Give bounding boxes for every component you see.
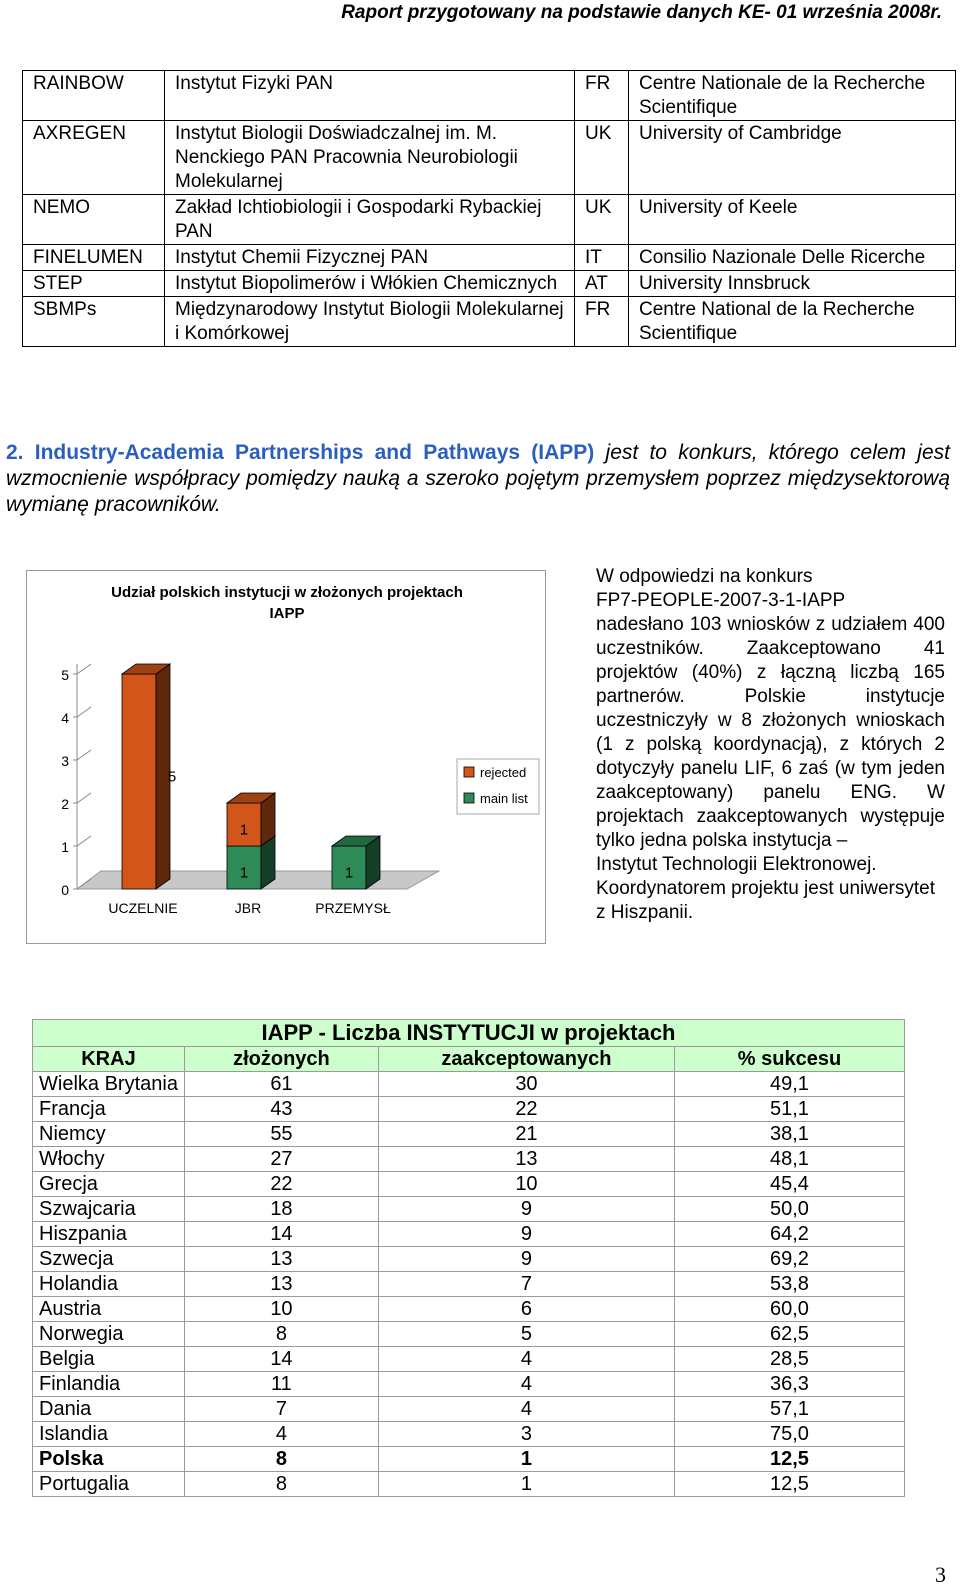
table-row — [33, 1472, 905, 1497]
coordinator-country: UK — [575, 121, 629, 195]
success-cell: 12,5 — [674, 1447, 904, 1472]
y-tick-label: 4 — [61, 710, 69, 726]
country-cell: Belgia — [33, 1347, 185, 1372]
project-row — [23, 195, 956, 245]
submitted-cell: 18 — [184, 1197, 378, 1222]
submitted-cell: 14 — [184, 1222, 378, 1247]
project-acronym: SBMPs — [23, 297, 165, 347]
success-cell: 69,2 — [674, 1247, 904, 1272]
success-cell: 57,1 — [674, 1397, 904, 1422]
iapp-institutions-table — [32, 1019, 905, 1497]
column-header-success: % sukcesu — [674, 1047, 904, 1072]
submitted-cell: 4 — [184, 1422, 378, 1447]
polish-institution: Międzynarodowy Instytut Biologii Molekularnej i Komórkowej — [165, 297, 575, 347]
y-gridline — [77, 793, 91, 803]
success-cell: 36,3 — [674, 1372, 904, 1397]
coordinator-country: FR — [575, 297, 629, 347]
submitted-cell: 22 — [184, 1172, 378, 1197]
page-number: 3 — [935, 1562, 946, 1587]
y-tick-label: 5 — [61, 667, 69, 683]
accepted-cell: 13 — [378, 1147, 674, 1172]
y-gridline — [77, 664, 91, 674]
submitted-cell: 11 — [184, 1372, 378, 1397]
country-cell: Portugalia — [33, 1472, 185, 1497]
data-label: 1 — [239, 821, 249, 839]
page-header: Raport przygotowany na podstawie danych KE- 01 września 2008r. — [341, 2, 942, 23]
y-tick-label: 0 — [61, 882, 69, 898]
project-acronym: STEP — [23, 271, 165, 297]
coordinator-country: FR — [575, 71, 629, 121]
country-cell: Holandia — [33, 1272, 185, 1297]
success-cell: 12,5 — [674, 1472, 904, 1497]
country-cell: Włochy — [33, 1147, 185, 1172]
success-cell: 49,1 — [674, 1072, 904, 1097]
table-row — [33, 1122, 905, 1147]
table-row — [33, 1172, 905, 1197]
table-row — [33, 1097, 905, 1122]
success-cell: 60,0 — [674, 1297, 904, 1322]
polish-institution: Instytut Fizyki PAN — [165, 71, 575, 121]
table-row — [33, 1297, 905, 1322]
accepted-cell: 7 — [378, 1272, 674, 1297]
accepted-cell: 22 — [378, 1097, 674, 1122]
project-acronym: NEMO — [23, 195, 165, 245]
legend-swatch — [464, 767, 474, 777]
table-title: IAPP - Liczba INSTYTUCJI w projektach — [33, 1020, 905, 1047]
column-header-country: KRAJ — [33, 1047, 185, 1072]
accepted-cell: 4 — [378, 1372, 674, 1397]
category-label: UCZELNIE — [108, 900, 178, 916]
success-cell: 53,8 — [674, 1272, 904, 1297]
submitted-cell: 8 — [184, 1472, 378, 1497]
polish-institution: Instytut Biopolimerów i Włókien Chemicznych — [165, 271, 575, 297]
accepted-cell: 10 — [378, 1172, 674, 1197]
country-cell: Francja — [33, 1097, 185, 1122]
polish-institution: Instytut Biologii Doświadczalnej im. M. Nenckiego PAN Pracownia Neurobiologii Molekularnej — [165, 121, 575, 195]
polish-institution: Zakład Ichtiobiologii i Gospodarki Rybackiej PAN — [165, 195, 575, 245]
y-tick-label: 3 — [61, 753, 69, 769]
coordinator-country: UK — [575, 195, 629, 245]
participation-chart — [27, 571, 545, 943]
polish-institution: Instytut Chemii Fizycznej PAN — [165, 245, 575, 271]
data-label: 1 — [239, 864, 249, 882]
submitted-cell: 55 — [184, 1122, 378, 1147]
success-cell: 50,0 — [674, 1197, 904, 1222]
submitted-cell: 10 — [184, 1297, 378, 1322]
accepted-cell: 30 — [378, 1072, 674, 1097]
description-line: W odpowiedzi na konkurs — [596, 566, 813, 587]
accepted-cell: 6 — [378, 1297, 674, 1322]
accepted-cell: 4 — [378, 1397, 674, 1422]
project-row — [23, 297, 956, 347]
success-cell: 28,5 — [674, 1347, 904, 1372]
success-cell: 62,5 — [674, 1322, 904, 1347]
country-cell: Islandia — [33, 1422, 185, 1447]
success-cell: 64,2 — [674, 1222, 904, 1247]
category-label: JBR — [234, 900, 262, 916]
coordinator-institution: University Innsbruck — [629, 271, 956, 297]
country-cell: Polska — [33, 1447, 185, 1472]
table-row — [33, 1347, 905, 1372]
project-row — [23, 271, 956, 297]
success-cell: 48,1 — [674, 1147, 904, 1172]
project-row — [23, 245, 956, 271]
success-cell: 75,0 — [674, 1422, 904, 1447]
column-header-submitted: złożonych — [184, 1047, 378, 1072]
coordinator-institution: Centre National de la Recherche Scientifique — [629, 297, 956, 347]
description-body-2: Instytut Technologii Elektronowej. Koordynatorem projektu jest uniwersytet z Hiszpanii. — [596, 854, 935, 923]
submitted-cell: 8 — [184, 1322, 378, 1347]
accepted-cell: 21 — [378, 1122, 674, 1147]
country-cell: Norwegia — [33, 1322, 185, 1347]
country-cell: Szwecja — [33, 1247, 185, 1272]
coordinator-institution: Consilio Nazionale Delle Ricerche — [629, 245, 956, 271]
submitted-cell: 13 — [184, 1247, 378, 1272]
accepted-cell: 9 — [378, 1222, 674, 1247]
table-row — [33, 1222, 905, 1247]
project-acronym: RAINBOW — [23, 71, 165, 121]
section-2-paragraph — [6, 440, 950, 518]
table-row — [33, 1447, 905, 1472]
table-row — [33, 1247, 905, 1272]
accepted-cell: 3 — [378, 1422, 674, 1447]
section-2-heading: 2. Industry-Academia Partnerships and Pathways (IAPP) — [6, 441, 595, 464]
success-cell: 51,1 — [674, 1097, 904, 1122]
y-gridline — [77, 836, 91, 846]
description-line: FP7-PEOPLE-2007-3-1-IAPP — [596, 590, 846, 611]
table-row — [33, 1322, 905, 1347]
accepted-cell: 1 — [378, 1447, 674, 1472]
submitted-cell: 8 — [184, 1447, 378, 1472]
table-row — [33, 1422, 905, 1447]
y-gridline — [77, 707, 91, 717]
chart-frame — [26, 570, 546, 944]
success-cell: 38,1 — [674, 1122, 904, 1147]
submitted-cell: 14 — [184, 1347, 378, 1372]
table-row — [33, 1272, 905, 1297]
bar-front-rejected — [122, 674, 156, 889]
table-row — [33, 1397, 905, 1422]
accepted-cell: 1 — [378, 1472, 674, 1497]
y-tick-label: 2 — [61, 796, 69, 812]
legend-swatch — [464, 793, 474, 803]
country-cell: Wielka Brytania — [33, 1072, 185, 1097]
country-cell: Szwajcaria — [33, 1197, 185, 1222]
column-header-accepted: zaakceptowanych — [378, 1047, 674, 1072]
chart-title-line-2: IAPP — [269, 605, 305, 622]
legend-label: rejected — [480, 765, 527, 780]
success-cell: 45,4 — [674, 1172, 904, 1197]
y-tick-label: 1 — [61, 839, 69, 855]
accepted-cell: 9 — [378, 1197, 674, 1222]
coordinator-institution: Centre Nationale de la Recherche Scientifique — [629, 71, 956, 121]
accepted-cell: 4 — [378, 1347, 674, 1372]
accepted-cell: 9 — [378, 1247, 674, 1272]
submitted-cell: 43 — [184, 1097, 378, 1122]
y-gridline — [77, 750, 91, 760]
submitted-cell: 7 — [184, 1397, 378, 1422]
country-cell: Finlandia — [33, 1372, 185, 1397]
accepted-cell: 5 — [378, 1322, 674, 1347]
country-cell: Dania — [33, 1397, 185, 1422]
coordinator-institution: University of Keele — [629, 195, 956, 245]
submitted-cell: 61 — [184, 1072, 378, 1097]
country-cell: Hiszpania — [33, 1222, 185, 1247]
country-cell: Niemcy — [33, 1122, 185, 1147]
section-2-text: jest to konkurs, którego celem jest wzmocnienie współpracy pomiędzy nauką a szeroko pojętym przemysłem poprzez międzysektorową wymianę pracowników. — [6, 441, 950, 516]
project-row — [23, 121, 956, 195]
coordinator-country: IT — [575, 245, 629, 271]
chart-title: Udział polskich instytucji w złożonych projektach — [111, 584, 463, 601]
table-row — [33, 1147, 905, 1172]
legend-label: main list — [480, 791, 528, 806]
country-cell: Grecja — [33, 1172, 185, 1197]
table-row — [33, 1372, 905, 1397]
country-cell: Austria — [33, 1297, 185, 1322]
coordinator-country: AT — [575, 271, 629, 297]
table-row — [33, 1197, 905, 1222]
project-row — [23, 71, 956, 121]
submitted-cell: 13 — [184, 1272, 378, 1297]
category-label: PRZEMYSŁ — [315, 900, 391, 916]
table-row — [33, 1072, 905, 1097]
data-label: 5 — [167, 768, 177, 786]
description-body: nadesłano 103 wniosków z udziałem 400 uczestników. Zaakceptowano 41 projektów (40%) z łączną liczbą 165 partnerów. Polskie instytucje uczestniczyły w 8 złożonych wnioskach (1 z polską koordynacją), z których 2 dotyczyły panelu LIF, 6 zaś (w tym jeden zaakceptowany) panelu ENG. W projektach zaakceptowanych występuje tylko jedna polska instytucja – — [596, 614, 945, 851]
projects-table — [22, 70, 956, 347]
project-acronym: FINELUMEN — [23, 245, 165, 271]
description-text — [596, 565, 945, 925]
coordinator-institution: University of Cambridge — [629, 121, 956, 195]
submitted-cell: 27 — [184, 1147, 378, 1172]
project-acronym: AXREGEN — [23, 121, 165, 195]
data-label: 1 — [344, 864, 354, 882]
